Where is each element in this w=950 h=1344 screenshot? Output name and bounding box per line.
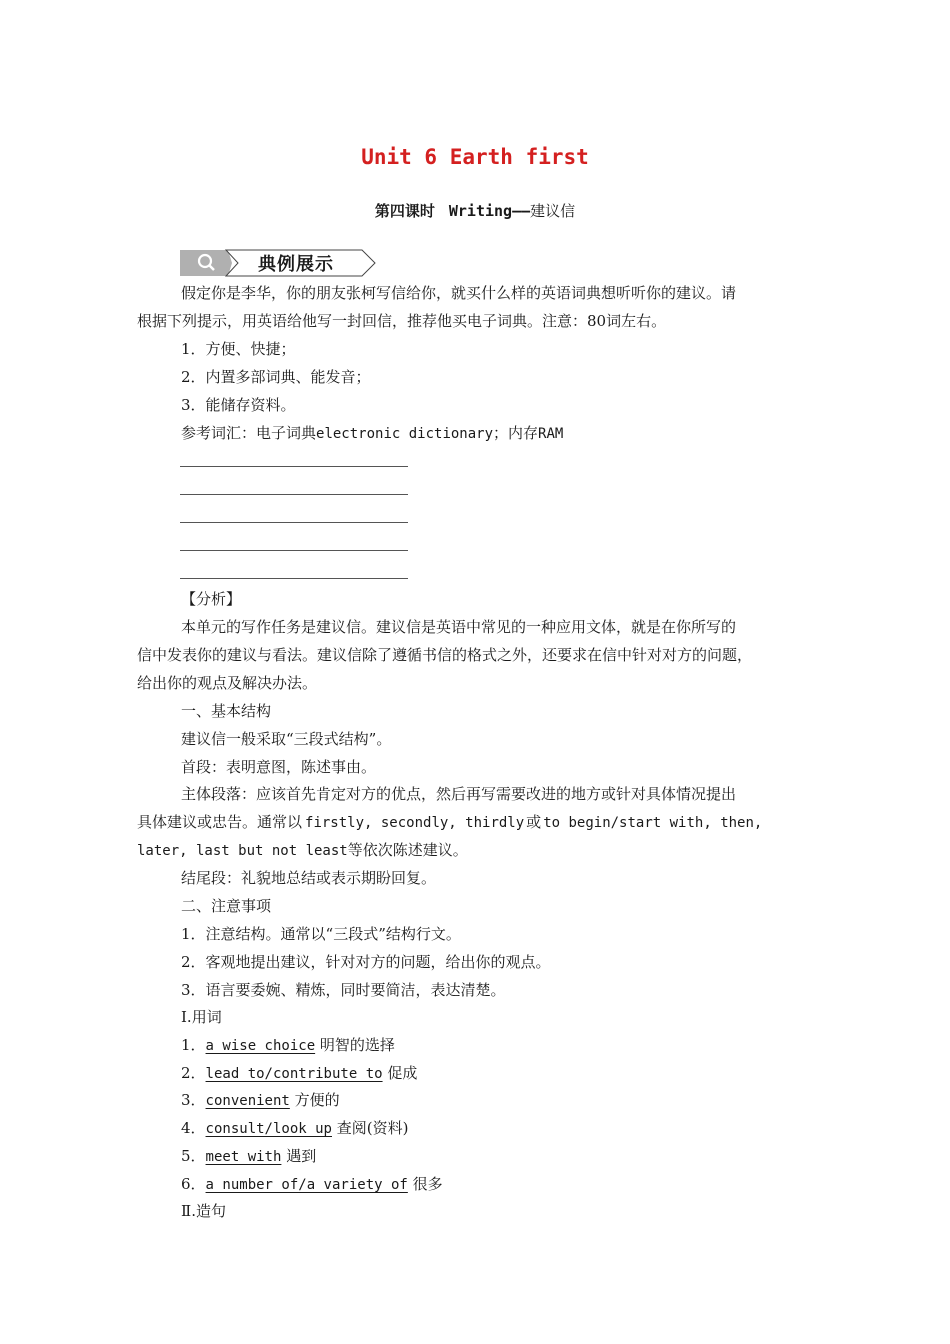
vocab-en: a wise choice [205, 1038, 316, 1054]
vocab-en: lead to/contribute to [205, 1066, 383, 1082]
note-item-3: 3．语言要委婉、精炼，同时要简洁，表达清楚。 [181, 981, 506, 999]
body-3-cn: 等依次陈述建议。 [347, 841, 468, 859]
body-2-or: 或 [526, 813, 542, 831]
answer-line [180, 578, 408, 579]
subtitle-en: Writing—— [448, 202, 531, 220]
analysis-line-3: 给出你的观点及解决办法。 [137, 674, 318, 692]
vocab-en: consult/look up [205, 1121, 332, 1137]
vocab-cn: 遇到 [286, 1147, 317, 1165]
ref-en-2: RAM [538, 426, 564, 442]
task-item-3: 3．能储存资料。 [181, 396, 296, 414]
structure-end: 结尾段：礼貌地总结或表示期盼回复。 [181, 869, 437, 887]
vocab-en: convenient [205, 1093, 290, 1109]
reference-vocab [181, 423, 817, 444]
note-item-2: 2．客观地提出建议，针对对方的问题，给出你的观点。 [181, 953, 551, 971]
vocab-item [181, 1035, 817, 1056]
vocab-item [181, 1063, 817, 1084]
vocab-item [181, 1146, 817, 1167]
vocab-num: 3． [181, 1091, 206, 1109]
lesson-subtitle [137, 200, 813, 221]
structure-body-3 [137, 840, 817, 861]
subtitle-cn2: 建议信 [530, 202, 576, 220]
vocab-item [181, 1090, 817, 1111]
banner-label: 典例展示 [258, 254, 334, 275]
vocab-num: 1． [181, 1036, 206, 1054]
note-item-1: 1．注意结构。通常以“三段式”结构行文。 [181, 925, 461, 943]
analysis-line-2: 信中发表你的建议与看法。建议信除了遵循书信的格式之外，还要求在信中针对对方的问题， [137, 646, 753, 664]
vocab-item [181, 1174, 817, 1195]
task-line-2: 根据下列提示，用英语给他写一封回信，推荐他买电子词典。注意：80词左右。 [137, 312, 667, 330]
structure-first: 首段：表明意图，陈述事由。 [181, 758, 377, 776]
ref-label: 参考词汇：电子词典 [181, 424, 317, 442]
body-2-en-a: firstly, secondly, thirdly [305, 815, 525, 831]
ref-mid: ；内存 [493, 424, 539, 442]
vocab-num: 4． [181, 1119, 206, 1137]
section-heading-2: 二、注意事项 [181, 897, 272, 915]
vocab-cn: 查阅(资料) [336, 1119, 409, 1137]
task-line-1: 假定你是李华，你的朋友张柯写信给你，就买什么样的英语词典想听听你的建议。请 [181, 284, 737, 302]
vocab-num: 2． [181, 1064, 206, 1082]
section-banner [180, 248, 420, 278]
answer-line [180, 522, 408, 523]
ref-en-1: electronic dictionary [316, 426, 494, 442]
structure-body-1: 主体段落：应该首先肯定对方的优点，然后再写需要改进的地方或针对具体情况提出 [181, 785, 737, 803]
vocab-en: meet with [205, 1149, 282, 1165]
vocab-heading: Ⅰ.用词 [181, 1008, 222, 1026]
vocab-cn: 促成 [387, 1064, 418, 1082]
answer-line [180, 466, 408, 467]
body-3-en: later, last but not least [137, 843, 348, 859]
analysis-line-1: 本单元的写作任务是建议信。建议信是英语中常见的一种应用文体，就是在你所写的 [181, 618, 737, 636]
structure-intro: 建议信一般采取“三段式结构”。 [181, 730, 392, 748]
vocab-num: 5． [181, 1147, 206, 1165]
vocab-num: 6． [181, 1175, 206, 1193]
page-title: Unit 6 Earth first [361, 145, 589, 169]
vocab-cn: 方便的 [294, 1091, 340, 1109]
task-item-1: 1．方便、快捷； [181, 340, 296, 358]
vocab-item [181, 1118, 817, 1139]
body-2-cn: 具体建议或忠告。通常以 [137, 813, 303, 831]
vocab-en: a number of/a variety of [205, 1177, 408, 1193]
section-heading-1: 一、基本结构 [181, 702, 272, 720]
analysis-heading: 【分析】 [181, 590, 242, 608]
answer-line [180, 494, 408, 495]
answer-line [180, 550, 408, 551]
vocab-cn: 很多 [412, 1175, 443, 1193]
sentence-heading: Ⅱ.造句 [181, 1202, 226, 1220]
subtitle-cn: 第四课时 [374, 202, 435, 220]
task-item-2: 2．内置多部词典、能发音； [181, 368, 371, 386]
body-2-en-b: to begin/start with, then, [543, 815, 763, 831]
structure-body-2 [137, 812, 817, 833]
vocab-cn: 明智的选择 [319, 1036, 395, 1054]
